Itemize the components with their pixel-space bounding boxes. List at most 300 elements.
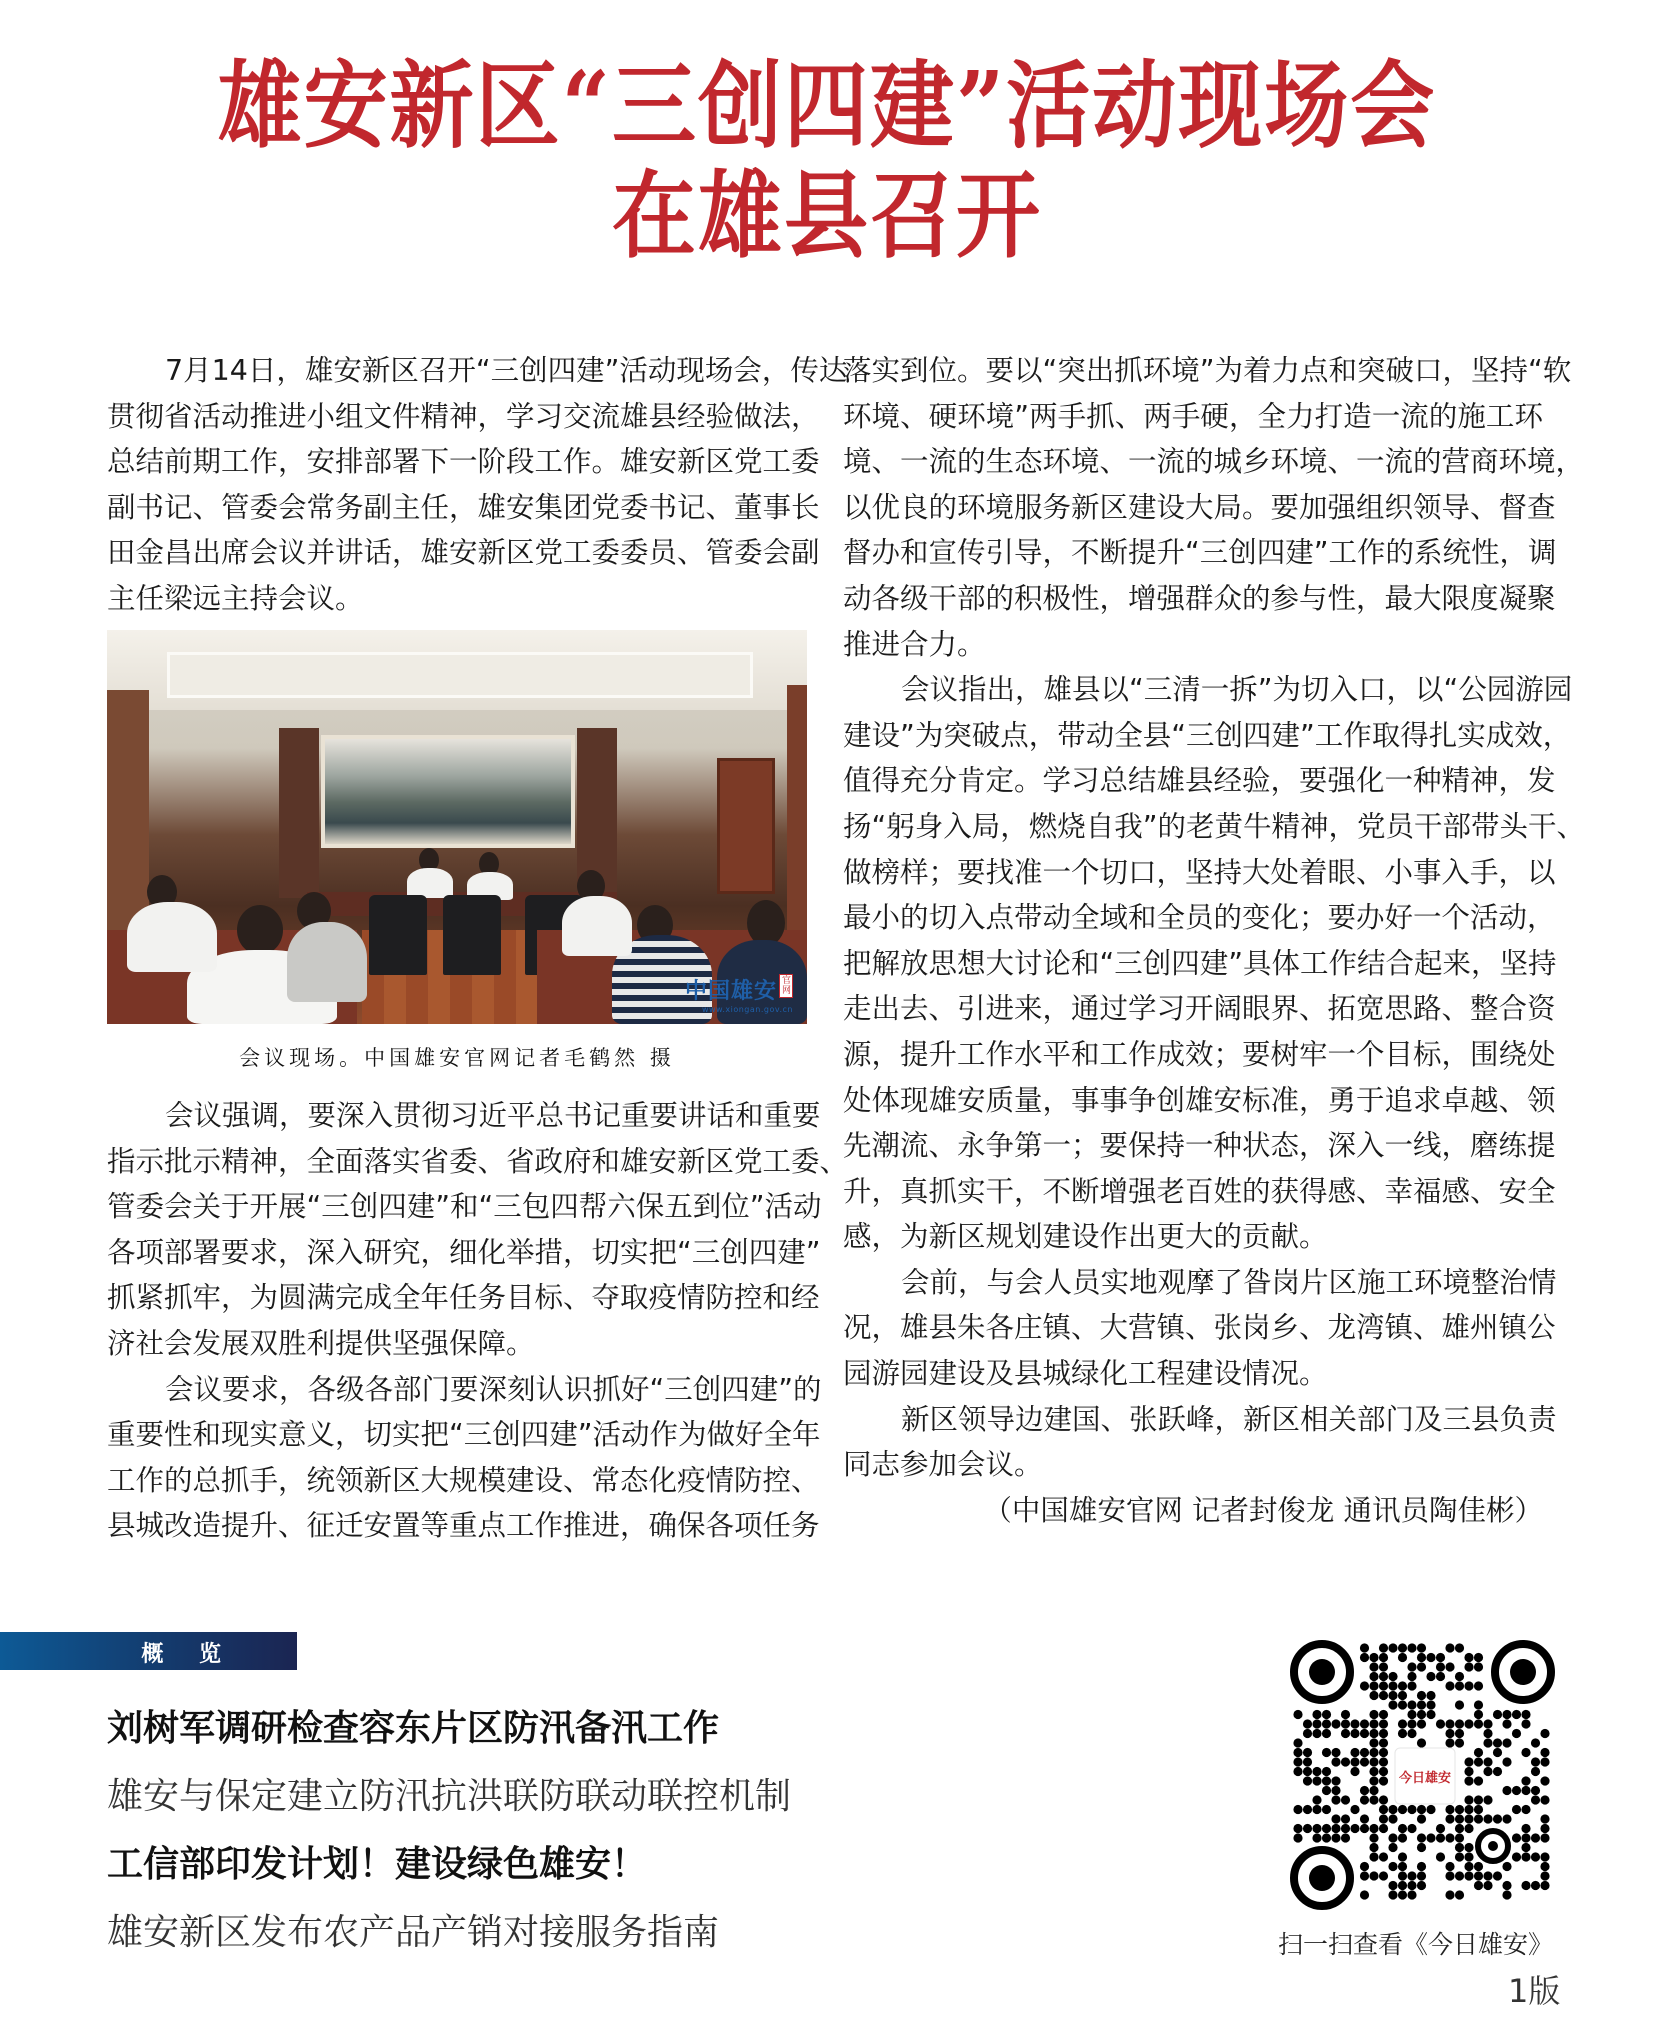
qr-module [1521,1786,1530,1795]
article-line: 指示批示精神，全面落实省委、省政府和雄安新区党工委、 [107,1144,849,1178]
qr-module [1341,1710,1350,1719]
qr-module [1341,1795,1350,1804]
qr-code[interactable] [1290,1640,1555,1910]
article-title-line-1: 雄安新区“三创四建”活动现场会 [217,50,1437,161]
qr-module [1540,1729,1549,1738]
qr-module [1540,1833,1549,1842]
qr-module [1455,1805,1464,1814]
overview-headline-link[interactable]: 工信部印发计划！建设绿色雄安！ [107,1844,648,1885]
photo-person-head [237,905,283,955]
qr-module [1379,1805,1388,1814]
qr-module [1350,1824,1359,1833]
qr-module [1436,1653,1445,1662]
qr-module [1445,1662,1454,1671]
qr-module [1360,1729,1369,1738]
qr-module [1540,1852,1549,1861]
qr-module [1474,1871,1483,1880]
qr-module [1331,1795,1340,1804]
qr-module [1445,1862,1454,1871]
qr-module [1512,1852,1521,1861]
meeting-photo [107,630,807,1024]
qr-module [1474,1757,1483,1766]
qr-module [1398,1862,1407,1871]
qr-module [1379,1710,1388,1719]
qr-module [1331,1748,1340,1757]
article-line: 做榜样；要找准一个切口，坚持大处着眼、小事入手，以 [843,855,1556,889]
qr-module [1531,1795,1540,1804]
qr-module [1455,1843,1464,1852]
qr-module [1303,1824,1312,1833]
qr-module [1407,1643,1416,1652]
qr-module [1512,1786,1521,1795]
article-byline: （中国雄安官网 记者封俊龙 通讯员陶佳彬） [983,1493,1543,1527]
qr-module [1455,1672,1464,1681]
qr-module [1369,1767,1378,1776]
photo-person [287,922,367,1002]
qr-module [1369,1738,1378,1747]
watermark-url: www.xiongan.gov.cn [701,1005,793,1014]
qr-module [1369,1691,1378,1700]
qr-module [1398,1890,1407,1899]
qr-module [1474,1776,1483,1785]
article-line: 贯彻省活动推进小组文件精神，学习交流雄县经验做法， [107,399,820,433]
qr-module [1407,1672,1416,1681]
article-line: 感，为新区规划建设作出更大的贡献。 [843,1220,1328,1254]
qr-module [1369,1824,1378,1833]
qr-module [1360,1795,1369,1804]
qr-module [1445,1738,1454,1747]
qr-module [1455,1643,1464,1652]
qr-module [1502,1862,1511,1871]
qr-module [1293,1805,1302,1814]
qr-module [1379,1691,1388,1700]
qr-module [1341,1729,1350,1738]
qr-module [1445,1814,1454,1823]
qr-module [1464,1719,1473,1728]
qr-module [1398,1881,1407,1890]
qr-module [1350,1729,1359,1738]
qr-module [1360,1890,1369,1899]
qr-module [1322,1824,1331,1833]
qr-module [1379,1643,1388,1652]
photo-watermark [685,974,793,1014]
qr-module [1322,1748,1331,1757]
qr-module [1521,1710,1530,1719]
article-right-column [843,348,1586,1533]
qr-module [1417,1643,1426,1652]
qr-module [1398,1729,1407,1738]
qr-module [1474,1700,1483,1709]
qr-module [1445,1805,1454,1814]
qr-module [1303,1748,1312,1757]
qr-module [1407,1890,1416,1899]
qr-module [1388,1843,1397,1852]
qr-module [1426,1833,1435,1842]
qr-module [1407,1729,1416,1738]
qr-module [1379,1814,1388,1823]
qr-module [1455,1852,1464,1861]
qr-module [1398,1833,1407,1842]
qr-module [1293,1824,1302,1833]
qr-module [1445,1871,1454,1880]
photo-person [127,902,217,972]
qr-module [1360,1862,1369,1871]
qr-module [1474,1814,1483,1823]
qr-module [1464,1653,1473,1662]
qr-module [1407,1805,1416,1814]
qr-module [1293,1710,1302,1719]
qr-module [1483,1795,1492,1804]
qr-module [1455,1890,1464,1899]
qr-module [1312,1833,1321,1842]
qr-module [1474,1710,1483,1719]
qr-module [1398,1653,1407,1662]
qr-module [1464,1681,1473,1690]
qr-module [1379,1662,1388,1671]
qr-module [1474,1862,1483,1871]
article-line: 把解放思想大讨论和“三创四建”具体工作结合起来，坚持 [843,946,1557,980]
qr-module [1417,1814,1426,1823]
qr-module [1455,1738,1464,1747]
qr-module [1379,1738,1388,1747]
qr-module [1502,1719,1511,1728]
qr-module [1417,1738,1426,1747]
qr-module [1293,1748,1302,1757]
qr-module [1398,1852,1407,1861]
qr-module [1417,1881,1426,1890]
qr-module [1341,1719,1350,1728]
qr-module [1445,1681,1454,1690]
qr-module [1331,1757,1340,1766]
qr-module [1398,1719,1407,1728]
qr-module [1379,1729,1388,1738]
article-line: 济社会发展双胜利提供坚强保障。 [107,1326,535,1360]
qr-module [1445,1729,1454,1738]
qr-module [1540,1814,1549,1823]
qr-module [1379,1871,1388,1880]
qr-module [1426,1691,1435,1700]
qr-module [1493,1738,1502,1747]
qr-module [1360,1719,1369,1728]
article-line: 动各级干部的积极性，增强群众的参与性，最大限度凝聚 [843,581,1556,615]
qr-module [1369,1719,1378,1728]
photo-wall-right [787,685,807,935]
qr-module [1407,1662,1416,1671]
qr-module [1331,1814,1340,1823]
article-line: 落实到位。要以“突出抓环境”为着力点和突破口，坚持“软 [843,354,1572,387]
qr-module [1540,1776,1549,1785]
qr-module [1379,1795,1388,1804]
qr-module [1436,1719,1445,1728]
qr-module [1531,1852,1540,1861]
article-line: 工作的总抓手，统领新区大规模建设、常态化疫情防控、 [107,1463,820,1497]
qr-module [1521,1805,1530,1814]
qr-module [1331,1786,1340,1795]
article-line: 管委会关于开展“三创四建”和“三包四帮六保五到位”活动 [107,1190,822,1224]
page-number: 1版 [1508,1972,1561,2010]
qr-module [1379,1776,1388,1785]
qr-module [1502,1738,1511,1747]
qr-module [1417,1662,1426,1671]
photo-chair [369,895,427,975]
article-line: 升，真抓实干，不断增强老百姓的获得感、幸福感、安全 [843,1174,1556,1208]
qr-module [1312,1767,1321,1776]
qr-module [1360,1824,1369,1833]
qr-module [1388,1681,1397,1690]
qr-module [1483,1881,1492,1890]
qr-module [1436,1672,1445,1681]
qr-module [1388,1805,1397,1814]
qr-module [1502,1814,1511,1823]
article-line: 抓紧抓牢，为圆满完成全年任务目标、夺取疫情防控和经 [107,1281,820,1315]
qr-module [1417,1862,1426,1871]
qr-module [1531,1738,1540,1747]
qr-module [1293,1767,1302,1776]
qr-module [1502,1881,1511,1890]
qr-module [1455,1814,1464,1823]
qr-module [1369,1672,1378,1681]
qr-module [1369,1757,1378,1766]
qr-module [1483,1814,1492,1823]
photo-chair [443,895,501,975]
qr-module [1540,1795,1549,1804]
qr-logo-text: 今日雄安 [1398,1771,1452,1786]
qr-module [1483,1738,1492,1747]
qr-module [1407,1700,1416,1709]
qr-module [1540,1871,1549,1880]
qr-module [1369,1681,1378,1690]
qr-module [1312,1729,1321,1738]
overview-headline-link[interactable]: 雄安新区发布农产品产销对接服务指南 [107,1912,720,1953]
qr-caption: 扫一扫查看《今日雄安》 [1278,1930,1554,1959]
qr-module [1360,1681,1369,1690]
article-left-column [107,348,848,622]
qr-module [1417,1653,1426,1662]
qr-module [1341,1814,1350,1823]
qr-module [1303,1729,1312,1738]
qr-module [1417,1700,1426,1709]
qr-module [1379,1767,1388,1776]
qr-module [1379,1852,1388,1861]
qr-module [1350,1719,1359,1728]
article-line: 各项部署要求，深入研究，细化举措，切实把“三创四建” [107,1235,821,1269]
qr-module [1464,1795,1473,1804]
qr-module [1531,1833,1540,1842]
qr-module [1455,1871,1464,1880]
qr-module [1322,1776,1331,1785]
qr-module [1388,1700,1397,1709]
qr-module [1512,1710,1521,1719]
qr-module [1398,1824,1407,1833]
qr-module [1379,1757,1388,1766]
overview-headline-link[interactable]: 雄安与保定建立防汛抗洪联防联动联控机制 [107,1776,792,1817]
qr-module [1331,1833,1340,1842]
article-line: 推进合力。 [843,627,986,661]
qr-module [1464,1871,1473,1880]
qr-module [1474,1881,1483,1890]
qr-module [1417,1833,1426,1842]
qr-module [1483,1729,1492,1738]
qr-module [1331,1776,1340,1785]
qr-module [1521,1748,1530,1757]
qr-module [1474,1653,1483,1662]
article-line: 县城改造提升、征迁安置等重点工作推进，确保各项任务 [107,1509,820,1543]
overview-label: 概 览 [141,1642,235,1667]
qr-module [1407,1881,1416,1890]
qr-module [1521,1719,1530,1728]
qr-module [1474,1748,1483,1757]
qr-module [1369,1786,1378,1795]
qr-module [1417,1710,1426,1719]
article-line: 会议强调，要深入贯彻习近平总书记重要讲话和重要 [165,1099,821,1132]
qr-module [1493,1767,1502,1776]
qr-module [1350,1748,1359,1757]
qr-module [1398,1681,1407,1690]
overview-banner [0,1632,297,1670]
qr-alignment-pattern [1478,1831,1508,1861]
qr-module [1303,1757,1312,1766]
qr-module [1521,1833,1530,1842]
qr-module [1398,1700,1407,1709]
qr-module [1369,1833,1378,1842]
qr-finder-bottom-left [1294,1850,1350,1906]
article-line: 境、一流的生态环境、一流的城乡环境、一流的营商环境， [843,445,1585,479]
qr-module [1341,1757,1350,1766]
qr-module [1398,1805,1407,1814]
qr-module [1464,1757,1473,1766]
qr-module [1331,1824,1340,1833]
qr-module [1360,1871,1369,1880]
qr-module [1407,1824,1416,1833]
photo-person [562,896,632,956]
qr-module [1350,1767,1359,1776]
qr-module [1474,1719,1483,1728]
qr-module [1493,1871,1502,1880]
qr-code-graphic [1290,1640,1555,1910]
article-line: 主任梁远主持会议。 [107,581,364,615]
qr-module [1322,1729,1331,1738]
qr-module [1493,1814,1502,1823]
qr-module [1360,1653,1369,1662]
qr-module [1369,1852,1378,1861]
photo-curtain [107,690,149,930]
overview-headline-link[interactable]: 刘树军调研检查容东片区防汛备汛工作 [107,1708,720,1749]
article-line: 先潮流、永争第一；要保持一种状态，深入一线，磨练提 [843,1129,1556,1163]
qr-module [1540,1748,1549,1757]
qr-module [1455,1824,1464,1833]
qr-module [1483,1719,1492,1728]
qr-module [1303,1719,1312,1728]
qr-module [1493,1748,1502,1757]
qr-module [1312,1824,1321,1833]
qr-module [1322,1805,1331,1814]
qr-module [1502,1890,1511,1899]
qr-module [1379,1672,1388,1681]
qr-module [1521,1824,1530,1833]
qr-module [1350,1757,1359,1766]
article-line: 值得充分肯定。学习总结雄县经验，要强化一种精神，发 [843,764,1556,798]
qr-module [1464,1776,1473,1785]
qr-module [1426,1700,1435,1709]
qr-module [1417,1805,1426,1814]
qr-module [1426,1653,1435,1662]
photo-person [407,868,453,898]
qr-module [1407,1681,1416,1690]
qr-module [1360,1814,1369,1823]
qr-module [1455,1833,1464,1842]
qr-module [1388,1643,1397,1652]
qr-module [1521,1852,1530,1861]
article-line: 同志参加会议。 [843,1448,1043,1482]
article-line: 田金昌出席会议并讲话，雄安新区党工委委员、管委会副 [107,536,820,570]
qr-finder-top-right [1495,1644,1551,1700]
article-line: 重要性和现实意义，切实把“三创四建”活动作为做好全年 [107,1418,821,1452]
qr-module [1445,1643,1454,1652]
photo-ceiling [107,630,807,710]
qr-module [1312,1710,1321,1719]
qr-module [1407,1871,1416,1880]
qr-module [1445,1833,1454,1842]
qr-module [1445,1890,1454,1899]
qr-module [1398,1643,1407,1652]
article-line: 走出去、引进来，通过学习开阔眼界、拓宽思路、整合资 [843,992,1556,1026]
article-line: 会议指出，雄县以“三清一拆”为切入口，以“公园游园 [901,673,1573,707]
photo-caption: 会议现场。中国雄安官网记者毛鹤然 摄 [239,1046,675,1070]
qr-module [1512,1729,1521,1738]
qr-module [1369,1776,1378,1785]
qr-module [1369,1729,1378,1738]
photo-ceiling-panel [167,652,753,698]
qr-module [1312,1805,1321,1814]
qr-module [1398,1691,1407,1700]
qr-module [1540,1862,1549,1871]
qr-module [1360,1786,1369,1795]
qr-module [1540,1824,1549,1833]
qr-module [1436,1662,1445,1671]
qr-module [1341,1833,1350,1842]
qr-module [1483,1757,1492,1766]
photo-door [717,758,775,894]
qr-module [1531,1757,1540,1766]
watermark-main: 中国雄安 [684,978,777,1004]
qr-module [1312,1795,1321,1804]
qr-module [1531,1881,1540,1890]
qr-module [1303,1776,1312,1785]
article-line: 会前，与会人员实地观摩了昝岗片区施工环境整治情 [901,1265,1557,1299]
qr-module [1455,1719,1464,1728]
qr-module [1379,1681,1388,1690]
qr-module [1379,1719,1388,1728]
qr-module [1388,1890,1397,1899]
article-line: 源，提升工作水平和工作成效；要树牢一个目标，围绕处 [843,1037,1556,1071]
qr-module [1531,1786,1540,1795]
qr-module [1360,1643,1369,1652]
article-line: 扬“躬身入局，燃烧自我”的老黄牛精神，党员干部带头干、 [843,809,1586,843]
qr-module [1369,1710,1378,1719]
qr-module [1455,1729,1464,1738]
qr-module [1512,1833,1521,1842]
article-line: 副书记、管委会常务副主任，雄安集团党委书记、董事长 [107,490,820,524]
qr-module [1521,1843,1530,1852]
qr-module [1312,1776,1321,1785]
qr-module [1426,1805,1435,1814]
qr-module [1483,1871,1492,1880]
qr-module [1293,1757,1302,1766]
qr-module [1426,1672,1435,1681]
qr-module [1388,1814,1397,1823]
qr-finder-top-left [1294,1644,1350,1700]
qr-module [1436,1852,1445,1861]
